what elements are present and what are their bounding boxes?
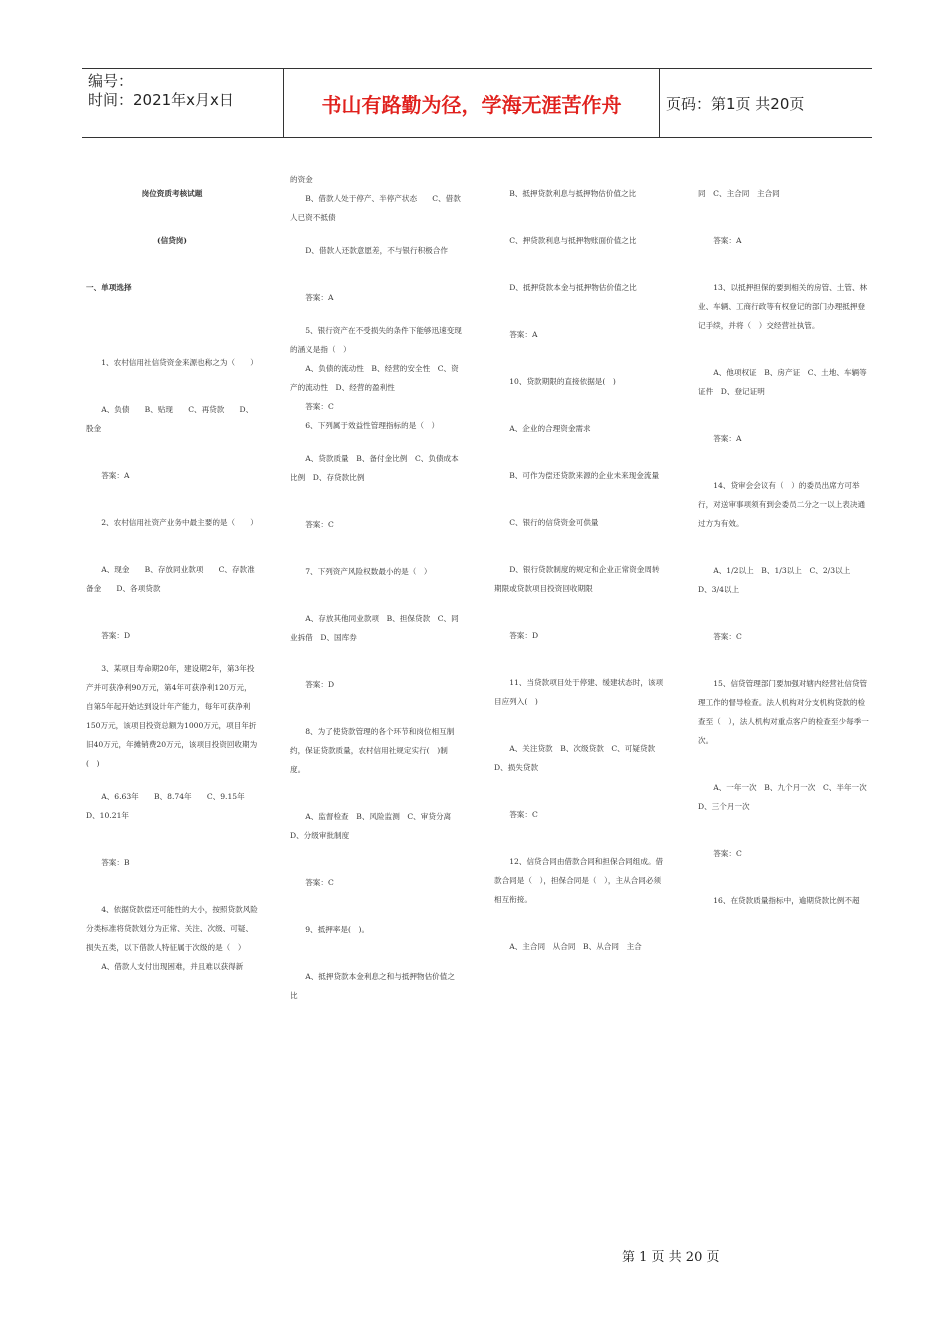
- answer-10: 答案：D: [509, 631, 539, 640]
- option-9-b: B、抵押贷款利息与抵押物估价值之比: [509, 189, 637, 198]
- options-5: A、负债的流动性 B、经营的安全性 C、资产的流动性 D、经营的盈利性: [290, 364, 459, 392]
- option-10-d: D、银行贷款制度的规定和企业正常资金周转期限或贷款项目投资回收期限: [494, 565, 660, 593]
- header-left: [88, 69, 284, 140]
- header-motto: 书山有路勤为径，学海无涯苦作舟: [283, 69, 660, 137]
- text-column-4: [698, 170, 875, 1210]
- answer-13: 答案：A: [713, 434, 742, 443]
- question-7: 7、下列资产风险权数最小的是（ ）: [305, 567, 432, 576]
- page-header: [82, 68, 872, 138]
- answer-7: 答案：D: [305, 680, 335, 689]
- question-10: 10、贷款期限的直接依据是( ): [509, 377, 616, 386]
- question-5: 5、银行资产在不受损失的条件下能够迅速变现的涵义是指（ ）: [290, 326, 462, 354]
- options-8: A、监督检查 B、风险监测 C、审贷分离 D、分级审批制度: [290, 812, 459, 840]
- question-16-start: 16、在贷款质量指标中，逾期贷款比例不超: [713, 896, 860, 905]
- options-12-start: A、主合同 从合同 B、从合同 主合: [509, 942, 642, 951]
- option-4-d: D、借款人还款意愿差，不与银行积极合作: [305, 246, 448, 255]
- answer-15: 答案：C: [713, 849, 742, 858]
- options-2: A、现金 B、存放同业款项 C、存款准备金 D、各项贷款: [86, 565, 255, 593]
- options-14: A、1/2以上 B、1/3以上 C、2/3以上 D、3/4以上: [698, 566, 858, 594]
- option-10-a: A、企业的合理资金需求: [509, 424, 591, 433]
- answer-14: 答案：C: [713, 632, 742, 641]
- options-6: A、贷款质量 B、备付金比例 C、负债成本比例 D、存贷款比例: [290, 454, 459, 482]
- option-9-a: A、抵押贷款本金利息之和与抵押物估价值之比: [290, 972, 455, 1000]
- exam-subtitle: (信贷岗): [157, 236, 187, 245]
- question-4: 4、依据贷款偿还可能性的大小，按照贷款风险分类标准将贷款划分为正常、关注、次级、可疑、损失五类，以下借款人特征属于次级的是（ ）: [86, 905, 258, 952]
- options-1: A、负债 B、贴现 C、再贷款 D、股金: [86, 405, 254, 433]
- question-3: 3、某项目寿命期20年，建设期2年，第3年投产并可获净利90万元，第4年可获净利120万元，自第5年起开始达到设计年产能力，每年可获净利150万元，该项目投资总额为1000万元，项目年折旧40万元，年摊销费20万元，该项目投资回收期为( ): [86, 664, 258, 768]
- option-10-b: B、可作为偿还贷款来源的企业未来现金流量: [509, 471, 660, 480]
- section-heading: 一、单项选择: [86, 283, 132, 292]
- question-11: 11、当贷款项目处于停建、缓建状态时，该项目应列入( ): [494, 678, 664, 706]
- text-column-2: [290, 170, 462, 1210]
- options-4-continued: 的资金: [290, 175, 313, 184]
- options-3: A、6.63年 B、8.74年 C、9.15年 D、10.21年: [86, 792, 260, 820]
- header-page-label: 页码：第1页 共20页: [666, 94, 805, 113]
- answer-2: 答案：D: [101, 631, 131, 640]
- options-12-continued: 同 C、主合同 主合同: [698, 189, 780, 198]
- answer-12: 答案：A: [713, 236, 742, 245]
- answer-8: 答案：C: [305, 878, 334, 887]
- answer-3: 答案：B: [101, 858, 130, 867]
- option-4-b-c: B、借款人处于停产、半停产状态 C、借款人已资不抵债: [290, 194, 461, 222]
- page-footer: 第 1 页 共 20 页: [622, 1250, 720, 1265]
- options-11: A、关注贷款 B、次级贷款 C、可疑贷款 D、损失贷款: [494, 744, 663, 772]
- document-code-label: 编号：: [88, 72, 134, 90]
- answer-6: 答案：C: [305, 520, 334, 529]
- question-15: 15、信贷管理部门要加强对辖内经营社信贷管理工作的督导检查。法人机构对分支机构贷款的检查至（ ），法人机构对重点客户的检查至少每季一次。: [698, 679, 869, 745]
- question-9: 9、抵押率是( )。: [305, 925, 370, 934]
- answer-1: 答案：A: [101, 471, 130, 480]
- options-13: A、他项权证 B、房产证 C、土地、车辆等证件 D、登记证明: [698, 368, 867, 396]
- question-6: 6、下列属于效益性管理指标的是（ ）: [305, 421, 440, 430]
- document-time-label: 时间：2021年x月x日: [88, 91, 234, 109]
- question-13: 13、以抵押担保的要到相关的房管、土管、林业、车辆、工商行政等有权登记的部门办理抵押登记手续，并将（ ）交经营社执管。: [698, 283, 868, 330]
- options-7: A、存放其他同业款项 B、担保贷款 C、同业拆借 D、国库券: [290, 614, 459, 642]
- options-4-start: A、借款人支付出现困难，并且难以获得新: [101, 962, 244, 971]
- exam-title: 岗位资质考核试题: [141, 189, 203, 198]
- options-15: A、一年一次 B、九个月一次 C、半年一次 D、三个月一次: [698, 783, 875, 811]
- question-1: 1、农村信用社信贷资金来源也称之为（ ）: [101, 358, 258, 367]
- question-14: 14、贷审会会议有（ ）的委员出席方可举行，对送审事项须有到会委员二分之一以上表决通过方为有效。: [698, 481, 866, 528]
- question-8: 8、为了使贷款管理的各个环节和岗位相互制约，保证贷款质量，农村信用社规定实行( )制度。: [290, 727, 455, 774]
- option-9-d: D、抵押贷款本金与抵押物估价值之比: [509, 283, 637, 292]
- answer-5: 答案：C: [305, 402, 334, 411]
- question-2: 2、农村信用社资产业务中最主要的是（ ）: [101, 518, 258, 527]
- answer-4: 答案：A: [305, 293, 334, 302]
- question-12: 12、信贷合同由借款合同和担保合同组成。借款合同是（ ），担保合同是（ ），主从合同必须相互衔接。: [494, 857, 664, 904]
- option-9-c: C、押贷款利息与抵押物账面价值之比: [509, 236, 637, 245]
- option-10-c: C、银行的信贷资金可供量: [509, 518, 599, 527]
- answer-11: 答案：C: [509, 810, 538, 819]
- text-column-1: [86, 170, 258, 1210]
- text-column-3: [494, 170, 666, 1210]
- answer-9: 答案：A: [509, 330, 538, 339]
